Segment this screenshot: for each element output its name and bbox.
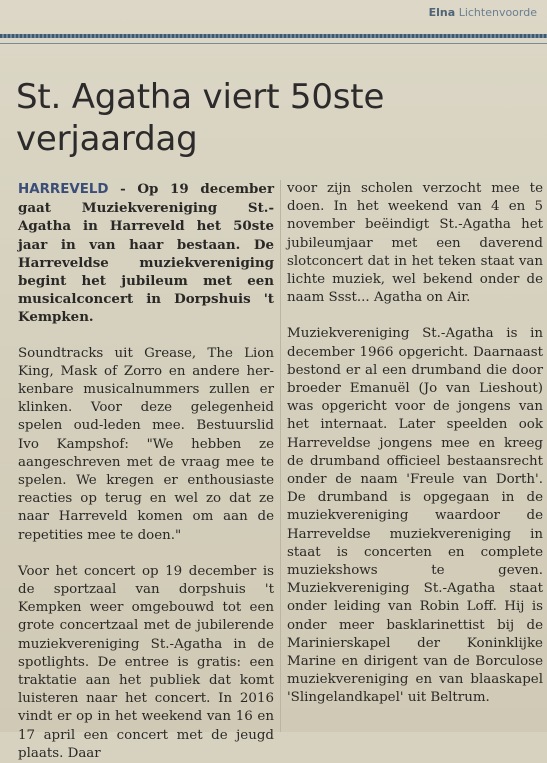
article-lead xyxy=(18,180,274,327)
masthead-place: Lichtenvoorde xyxy=(458,6,537,19)
article-paragraph-4: Muziekvereniging St.-Agatha is in december 1966 opgericht. Daarnaast bestond er al een drumband die door broeder Emanuël (Jo van Lieshout) was opgericht voor de jongens van het internaat. Later speelden ook Harreveldse jongens mee en kreeg de drumband officieel bestaansrecht onder de naam 'Freule van Dorth'. De drumband is opgegaan in de muziekvereniging waardoor de Harreveldse muziekvereniging in staat is concerten en complete muziekshows te geven. Muziekvereniging St.-Agatha staat onder leiding van Robin Loff. Hij is onder meer basklarinettist bij de Marinierskapel der Koninklijke Marine en dirigent van de Borculose muziekvereniging en van blaaskapel 'Slingelandkapel' uit Beltrum. xyxy=(287,326,543,706)
article-column-left xyxy=(18,180,274,763)
masthead-thin-rule xyxy=(0,43,547,44)
article-dateline: HARREVELD xyxy=(18,182,109,197)
masthead-brand: Elna xyxy=(428,6,456,19)
article-column-right xyxy=(287,180,543,708)
masthead-rule xyxy=(0,34,547,38)
masthead xyxy=(429,6,537,19)
article-headline: St. Agatha viert 50ste verjaardag xyxy=(16,77,385,159)
column-divider xyxy=(280,180,281,732)
article-paragraph-3: voor zijn scholen verzocht mee te doen. In het weekend van 4 en 5 november beëindigt St.-Agatha het jubileumjaar met een daverend slotconcert dat in het teken staat van lichte muziek, wel bekend onder de naam Ssst... Agatha on Air. xyxy=(287,181,543,306)
article-paragraph-1: Soundtracks uit Grease, The Lion King, Mask of Zorro en andere herkenbare musicalnummers zullen er klinken. Voor deze gelegenheid spelen oud-leden mee. Bestuurslid Ivo Kampshof: "We hebben ze aangeschreven met de vraag mee te spelen. We kregen er enthousiaste reacties op terug en wel zo dat ze naar Harreveld komen om aan de repetities mee te doen." xyxy=(18,345,274,543)
article-paragraph-2: Voor het concert op 19 december is de sportzaal van dorpshuis 't Kempken weer omgebouwd tot een grote concertzaal met de jubilerende muziekvereniging St.-Agatha in de spotlights. De entree is gratis: een traktatie aan het publiek dat komt luisteren naar het concert. In 2016 vindt er op in het weekend van 16 en 17 april een concert met de jeugd plaats. Daar xyxy=(18,563,274,761)
article-lead-text: - Op 19 december gaat Muziekvereniging St.-Agatha in Harreveld het 50ste jaar in van haar bestaan. De Harreveldse muziekvereniging begint het jubileum met een musicalconcert in Dorpshuis 't Kempken. xyxy=(18,181,274,326)
